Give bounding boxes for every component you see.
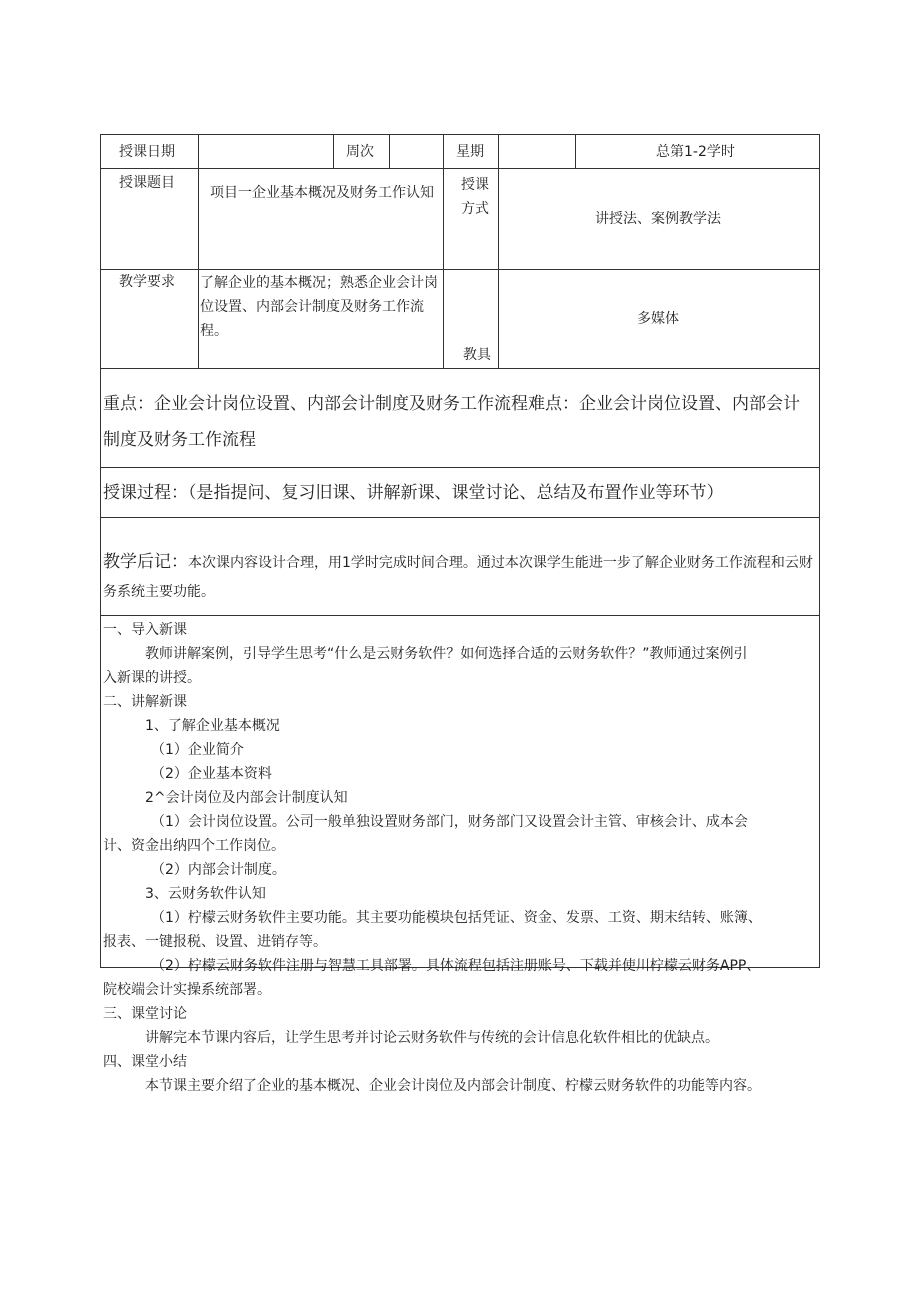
method-label: 授课方式 bbox=[461, 177, 489, 217]
col-divider bbox=[443, 135, 444, 368]
requirement-value: 了解企业的基本概况；熟悉企业会计岗位设置、内部会计制度及财务工作流程。 bbox=[200, 275, 438, 339]
section-title: 二、讲解新课 bbox=[103, 694, 187, 710]
topic-label: 授课题目 bbox=[119, 175, 175, 191]
paragraph-line: （1）会计岗位设置。公司一般单独设置财务部门，财务部门又设置会计主管、审核会计、成本会 bbox=[151, 814, 748, 830]
section-title: 一、导入新课 bbox=[103, 622, 187, 638]
tools-label: 教具 bbox=[463, 347, 491, 363]
paragraph-line: 院校端会计实操系统部署。 bbox=[103, 982, 271, 998]
section-title: 四、课堂小结 bbox=[103, 1054, 187, 1070]
row-divider bbox=[101, 467, 819, 468]
lesson-plan-table bbox=[100, 134, 820, 1094]
paragraph-line: 讲解完本节课内容后，让学生思考并讨论云财务软件与传统的会计信息化软件相比的优缺点。 bbox=[145, 1030, 719, 1046]
tools-value: 多媒体 bbox=[637, 311, 679, 327]
teaching-reflection bbox=[103, 544, 815, 604]
list-item: （1）企业简介 bbox=[151, 742, 244, 758]
section-title: 三、课堂讨论 bbox=[103, 1006, 187, 1022]
paragraph-line: 教师讲解案例，引导学生思考“什么是云财务软件？如何选择合适的云财务软件？”教师通过案例引 bbox=[145, 646, 748, 662]
total-hours: 总第1-2学时 bbox=[656, 144, 735, 160]
topic-value: 项目一企业基本概况及财务工作认知 bbox=[210, 185, 434, 201]
row-divider bbox=[101, 615, 819, 616]
paragraph-line: 报表、一键报税、设置、进销存等。 bbox=[103, 934, 327, 950]
row-divider bbox=[101, 368, 819, 369]
row-divider bbox=[101, 517, 819, 518]
subsection-title: 3、云财务软件认知 bbox=[145, 886, 266, 902]
list-item: （2）企业基本资料 bbox=[151, 766, 272, 782]
paragraph-line: 计、资金出纳四个工作岗位。 bbox=[103, 838, 285, 854]
reflection-text: 本次课内容设计合理，用1学时完成时间合理。通过本次课学生能进一步了解企业财务工作流程和云财务系统主要功能。 bbox=[103, 555, 813, 600]
subsection-title: 2^会计岗位及内部会计制度认知 bbox=[145, 790, 348, 806]
paragraph-line: 入新课的讲授。 bbox=[103, 670, 201, 686]
subsection-title: 1、了解企业基本概况 bbox=[145, 718, 280, 734]
list-item: （2）内部会计制度。 bbox=[151, 862, 286, 878]
key-points: 重点：企业会计岗位设置、内部会计制度及财务工作流程难点：企业会计岗位设置、内部会计制度及财务工作流程 bbox=[103, 394, 800, 450]
col-divider bbox=[198, 135, 199, 368]
week-label: 周次 bbox=[346, 144, 374, 160]
requirement-label: 教学要求 bbox=[119, 274, 175, 290]
col-divider bbox=[575, 135, 576, 168]
paragraph-line: 本节课主要介绍了企业的基本概况、企业会计岗位及内部会计制度、柠檬云财务软件的功能等内容。 bbox=[145, 1078, 761, 1094]
weekday-label: 星期 bbox=[456, 144, 484, 160]
col-divider bbox=[389, 135, 390, 168]
reflection-label: 教学后记： bbox=[103, 552, 188, 572]
row-divider bbox=[101, 269, 819, 270]
col-divider bbox=[498, 135, 499, 368]
paragraph-line: （2）柠檬云财务软件注册与智慧工具部署。具体流程包括注册账号、下载并使川柠檬云财务APP、 bbox=[151, 958, 761, 974]
row-divider bbox=[101, 168, 819, 169]
date-label: 授课日期 bbox=[119, 144, 175, 160]
method-value: 讲授法、案例教学法 bbox=[595, 211, 721, 227]
col-divider bbox=[333, 135, 334, 168]
teaching-process: 授课过程：（是指提问、复习旧课、讲解新课、课堂讨论、总结及布置作业等环节） bbox=[103, 483, 724, 503]
paragraph-line: （1）柠檬云财务软件主要功能。其主要功能模块包括凭证、资金、发票、工资、期末结转、账簿、 bbox=[151, 910, 762, 926]
